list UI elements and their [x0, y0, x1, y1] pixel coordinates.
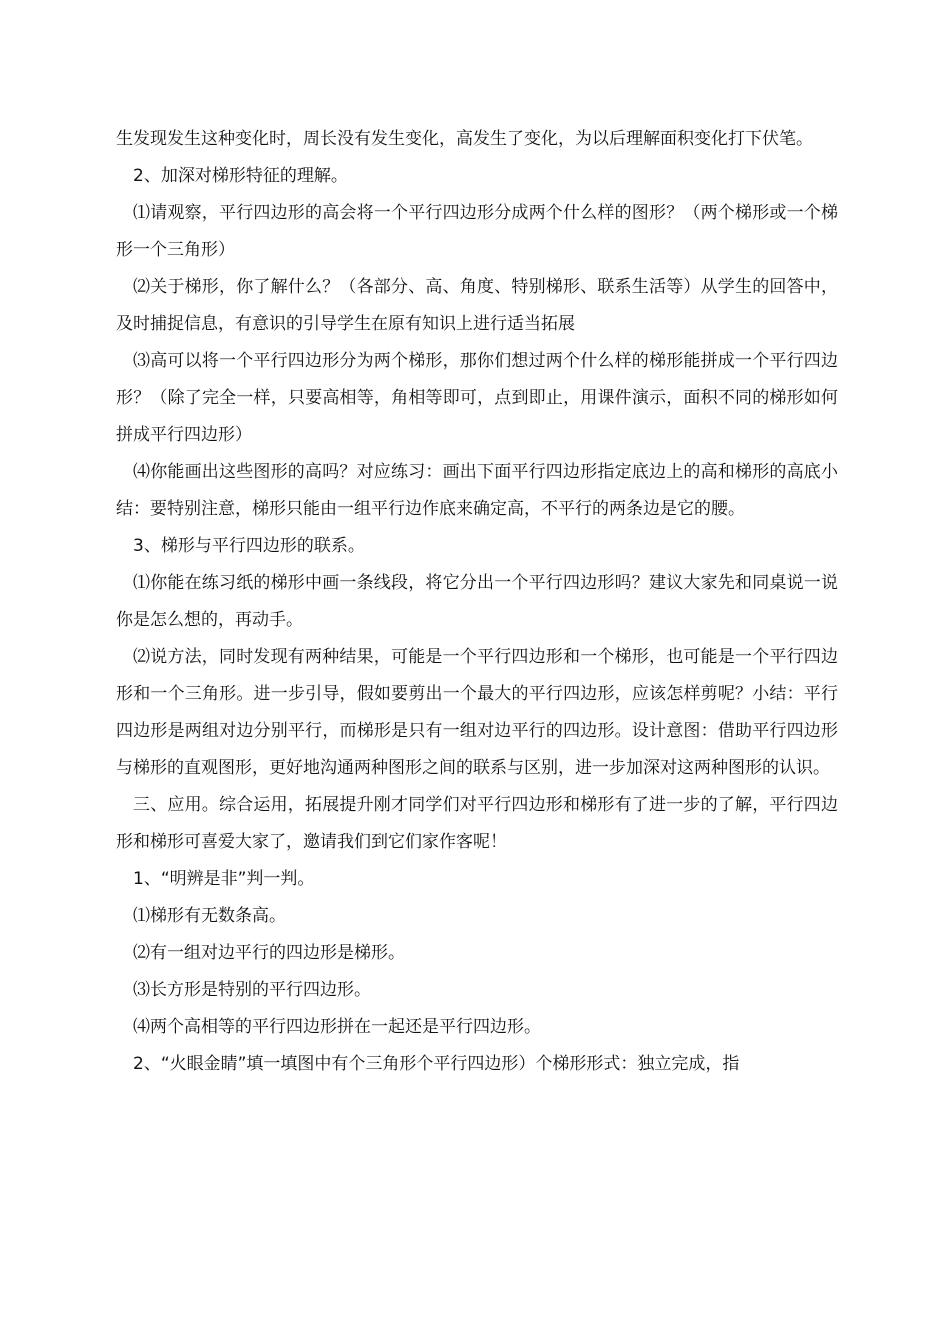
list-item-1: ⑴你能在练习纸的梯形中画一条线段，将它分出一个平行四边形吗？建议大家先和同桌说一说你是怎么想的，再动手。 [116, 573, 838, 630]
section-heading-3: 3、梯形与平行四边形的联系。 [133, 536, 365, 556]
list-item-1: ⑴请观察，平行四边形的高会将一个平行四边形分成两个什么样的图形？（两个梯形或一个梯形一个三角形） [116, 203, 838, 260]
exercise-item-1: ⑴梯形有无数条高。 [133, 906, 286, 926]
exercise-heading-2: 2、“火眼金睛”填一填图中有个三角形个平行四边形）个梯形形式：独立完成，指 [133, 1054, 740, 1074]
exercise-item-4: ⑷两个高相等的平行四边形拼在一起还是平行四边形。 [133, 1017, 541, 1037]
list-item-3: ⑶高可以将一个平行四边形分为两个梯形，那你们想过两个什么样的梯形能拼成一个平行四边形？（除了完全一样，只要高相等，角相等即可，点到即止，用课件演示，面积不同的梯形如何拼成平行四边形） [116, 351, 838, 445]
exercise-heading-1: 1、“明辨是非”判一判。 [133, 869, 315, 889]
paragraph-continuation: 生发现发生这种变化时，周长没有发生变化，高发生了变化，为以后理解面积变化打下伏笔。 [116, 129, 813, 149]
list-item-2: ⑵说方法，同时发现有两种结果，可能是一个平行四边形和一个梯形，也可能是一个平行四边形和一个三角形。进一步引导，假如要剪出一个最大的平行四边形，应该怎样剪呢？小结：平行四边形是两组对边分别平行，而梯形是只有一组对边平行的四边形。设计意图：借助平行四边形与梯形的直观图形，更好地沟通两种图形之间的联系与区别，进一步加深对这两种图形的认识。 [116, 647, 838, 778]
section-heading-application: 三、应用。综合运用，拓展提升刚才同学们对平行四边形和梯形有了进一步的了解，平行四边形和梯形可喜爱大家了，邀请我们到它们家作客呢！ [116, 795, 838, 852]
document-body [116, 121, 838, 1083]
list-item-2: ⑵关于梯形，你了解什么？（各部分、高、角度、特别梯形、联系生活等）从学生的回答中，及时捕捉信息，有意识的引导学生在原有知识上进行适当拓展 [116, 277, 838, 334]
exercise-item-2: ⑵有一组对边平行的四边形是梯形。 [133, 943, 405, 963]
section-heading-2: 2、加深对梯形特征的理解。 [133, 166, 348, 186]
exercise-item-3: ⑶长方形是特别的平行四边形。 [133, 980, 371, 1000]
list-item-4: ⑷你能画出这些图形的高吗？对应练习：画出下面平行四边形指定底边上的高和梯形的高底小结：要特别注意，梯形只能由一组平行边作底来确定高，不平行的两条边是它的腰。 [116, 462, 838, 519]
